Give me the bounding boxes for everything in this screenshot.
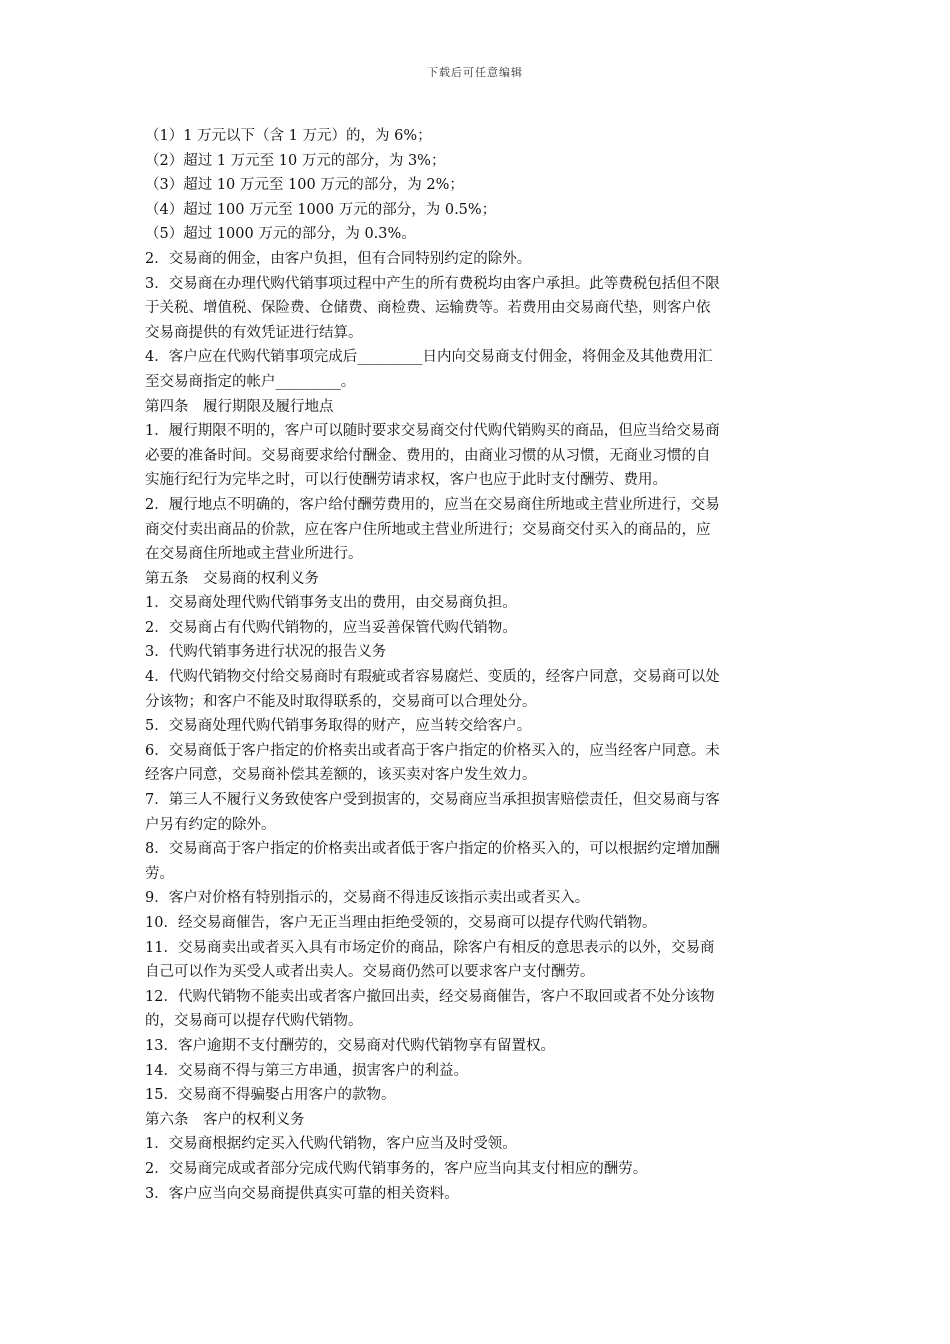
text-line: 2．交易商的佣金，由客户负担，但有合同特别约定的除外。 <box>145 250 532 267</box>
text-line: 2．交易商占有代购代销物的，应当妥善保管代购代销物。 <box>145 619 517 636</box>
text-line: 1．履行期限不明的，客户可以随时要求交易商交付代购代销购买的商品，但应当给交易商 <box>145 423 720 440</box>
text-line: 分该物；和客户不能及时取得联系的，交易商可以合理处分。 <box>145 693 537 710</box>
text-line: 至交易商指定的帐户_________。 <box>145 373 356 390</box>
text-line: 4．代购代销物交付给交易商时有瑕疵或者容易腐烂、变质的，经客户同意，交易商可以处 <box>145 669 720 686</box>
text-line: 14．交易商不得与第三方串通，损害客户的利益。 <box>145 1062 468 1079</box>
text-line: 在交易商住所地或主营业所进行。 <box>145 546 363 563</box>
text-line: 10．经交易商催告，客户无正当理由拒绝受领的，交易商可以提存代购代销物。 <box>145 915 657 931</box>
text-line: 实施行纪行为完毕之时，可以行使酬劳请求权，客户也应于此时支付酬劳、费用。 <box>145 472 667 489</box>
text-line: 劳。 <box>145 865 174 882</box>
text-line: 3．交易商在办理代购代销事项过程中产生的所有费税均由客户承担。此等费税包括但不限 <box>145 275 720 292</box>
text-line: 7．第三人不履行义务致使客户受到损害的，交易商应当承担损害赔偿责任，但交易商与客 <box>145 792 720 809</box>
text-line: （3）超过 10 万元至 100 万元的部分，为 2%； <box>145 177 464 194</box>
text-line: 经客户同意，交易商补偿其差额的，该买卖对客户发生效力。 <box>145 767 537 784</box>
text-line: 自己可以作为买受人或者出卖人。交易商仍然可以要求客户支付酬劳。 <box>145 964 595 981</box>
text-line: 户另有约定的除外。 <box>145 816 276 833</box>
text-line: 1．交易商处理代购代销事务支出的费用，由交易商负担。 <box>145 595 517 612</box>
text-line: （4）超过 100 万元至 1000 万元的部分，为 0.5%； <box>145 201 497 218</box>
text-line: 于关税、增值税、保险费、仓储费、商检费、运输费等。若费用由交易商代垫，则客户依 <box>145 300 711 317</box>
document-body <box>145 124 807 1206</box>
text-line: 5．交易商处理代购代销事务取得的财产，应当转交给客户。 <box>145 718 532 735</box>
page-header: 下载后可任意编辑 <box>427 66 523 79</box>
text-line: 2．履行地点不明确的，客户给付酬劳费用的，应当在交易商住所地或主营业所进行，交易 <box>145 496 720 513</box>
text-line: （2）超过 1 万元至 10 万元的部分，为 3%； <box>145 152 446 169</box>
text-line: 8．交易商高于客户指定的价格卖出或者低于客户指定的价格买入的，可以根据约定增加酬 <box>145 841 720 858</box>
section-heading: 第四条 履行期限及履行地点 <box>145 398 334 415</box>
text-line: 6．交易商低于客户指定的价格卖出或者高于客户指定的价格买入的，应当经客户同意。未 <box>145 742 720 759</box>
text-line: 4．客户应在代购代销事项完成后_________日内向交易商支付佣金，将佣金及其他费用汇 <box>145 349 713 366</box>
text-line: 9．客户对价格有特别指示的，交易商不得违反该指示卖出或者买入。 <box>145 890 590 907</box>
text-line: 商交付卖出商品的价款，应在客户住所地或主营业所进行；交易商交付买入的商品的，应 <box>145 521 711 538</box>
text-line: 13．客户逾期不支付酬劳的，交易商对代购代销物享有留置权。 <box>145 1037 555 1054</box>
text-line: （5）超过 1000 万元的部分，为 0.3%。 <box>145 226 416 243</box>
section-heading: 第六条 客户的权利义务 <box>145 1111 305 1128</box>
text-line: 2．交易商完成或者部分完成代购代销事务的，客户应当向其支付相应的酬劳。 <box>145 1160 648 1177</box>
text-line: 的，交易商可以提存代购代销物。 <box>145 1013 363 1030</box>
text-line: 必要的准备时间。交易商要求给付酬金、费用的，由商业习惯的从习惯，无商业习惯的自 <box>145 447 711 464</box>
text-line: （1）1 万元以下（含 1 万元）的，为 6%； <box>145 128 432 144</box>
text-line: 11．交易商卖出或者买入具有市场定价的商品，除客户有相反的意思表示的以外，交易商 <box>145 939 715 956</box>
text-line: 15．交易商不得骗娶占用客户的款物。 <box>145 1087 396 1104</box>
text-line: 3．代购代销事务进行状况的报告义务 <box>145 644 387 661</box>
text-line: 3．客户应当向交易商提供真实可靠的相关资料。 <box>145 1185 459 1202</box>
text-line: 交易商提供的有效凭证进行结算。 <box>145 324 363 341</box>
section-heading: 第五条 交易商的权利义务 <box>145 570 319 587</box>
text-line: 12．代购代销物不能卖出或者客户撤回出卖，经交易商催告，客户不取回或者不处分该物 <box>145 988 715 1005</box>
text-line: 1．交易商根据约定买入代购代销物，客户应当及时受领。 <box>145 1136 517 1153</box>
